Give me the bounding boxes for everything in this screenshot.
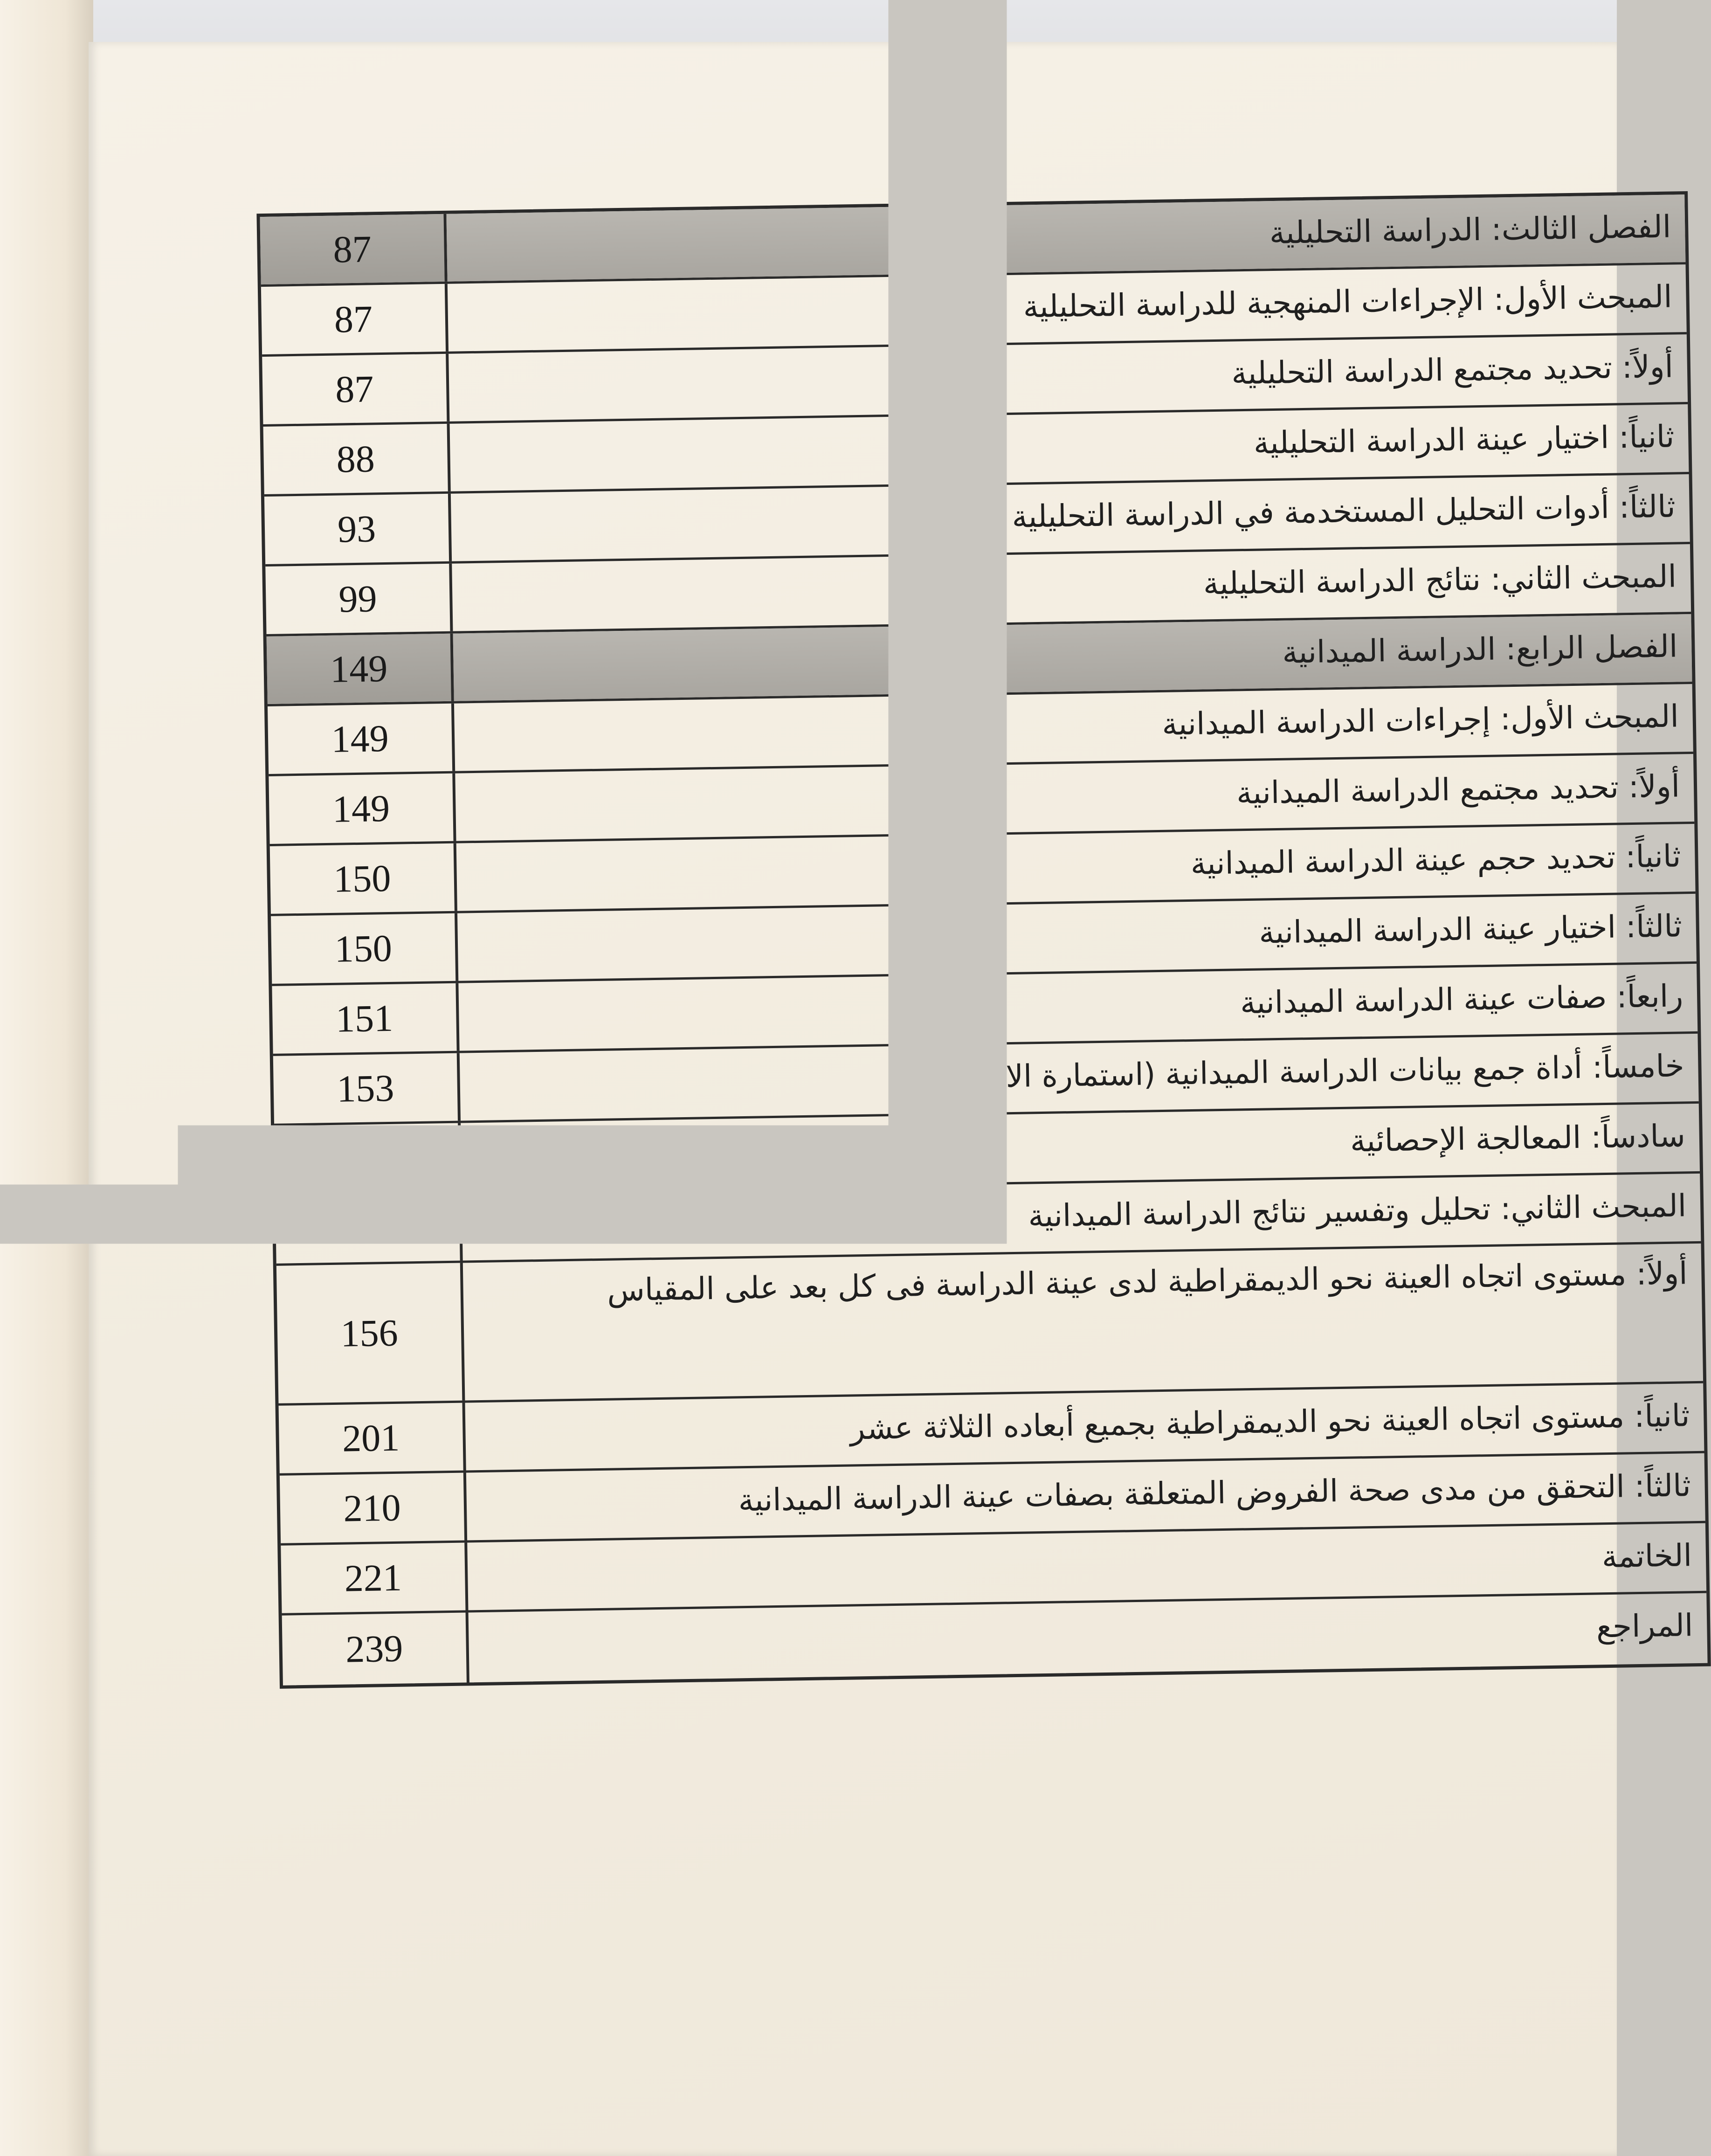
toc-page-number: 156 — [276, 1263, 465, 1403]
toc-page-number: 149 — [269, 774, 456, 844]
toc-page-number: 210 — [280, 1472, 467, 1543]
facing-page-edge — [0, 0, 93, 2156]
toc-entry-title: أولاً: تحديد مجتمع الدراسة الميدانية — [1236, 768, 1680, 811]
toc-entry-title: ثانياً: تحديد حجم عينة الدراسة الميدانية — [1190, 838, 1681, 882]
toc-page-number: 87 — [260, 214, 447, 284]
toc-entry-title: المبحث الأول: إجراءات الدراسة الميدانية — [1161, 698, 1679, 742]
toc-page-number: 87 — [262, 354, 449, 424]
toc-page-number: 153 — [273, 1053, 461, 1124]
toc-entry-title: الفصل الثالث: الدراسة التحليلية — [446, 194, 1685, 282]
toc-page-number: 150 — [270, 843, 457, 914]
toc-entry-title: المبحث الثاني: تحليل وتفسير نتائج الدراسة الميدانية — [1028, 1188, 1687, 1234]
toc-page-number: 155 — [274, 1123, 462, 1194]
toc-entry-title: خامساً: أداة جمع بيانات الدراسة الميدانية (استمارة الاستبيان) — [908, 1048, 1685, 1096]
table-of-contents — [256, 191, 1711, 1689]
toc-entry-title: ثانياً: مستوى اتجاه العينة نحو الديمقراطية بجميع أبعاده الثلاثة عشر — [849, 1397, 1690, 1447]
toc-page-number: 149 — [268, 704, 455, 774]
toc-page-number: 87 — [261, 284, 448, 354]
toc-entry-title: أولاً: مستوى اتجاه العينة نحو الديمقراطية لدى عينة الدراسة فى كل بعد على المقياس — [607, 1255, 1688, 1308]
toc-page-number: 201 — [279, 1403, 466, 1473]
toc-row — [276, 1244, 1703, 1406]
toc-entry-title: ثانياً: اختيار عينة الدراسة التحليلية — [1253, 418, 1675, 461]
toc-page-number: 149 — [267, 634, 454, 704]
toc-page-number: 99 — [265, 564, 453, 634]
toc-entry-title: المبحث الأول: الإجراءات المنهجية للدراسة التحليلية — [1022, 278, 1673, 325]
toc-page-number: 239 — [282, 1612, 469, 1685]
toc-page-number: 150 — [271, 913, 458, 984]
toc-page-number: 151 — [272, 983, 459, 1054]
toc-entry-title: رابعاً: صفات عينة الدراسة الميدانية — [1240, 978, 1683, 1021]
toc-entry-title: ثالثاً: اختيار عينة الدراسة الميدانية — [1258, 908, 1683, 951]
book-page — [89, 42, 1693, 2156]
toc-page-number: 88 — [263, 424, 451, 494]
toc-entry-title: ثالثاً: أدوات التحليل المستخدمة في الدراسة التحليلية — [1011, 488, 1676, 535]
toc-entry-title: الخاتمة — [1601, 1537, 1692, 1575]
toc-entry-title: أولاً: تحديد مجتمع الدراسة التحليلية — [1231, 348, 1674, 392]
toc-entry-title: المراجع — [1596, 1607, 1693, 1645]
toc-page-number: 156 — [275, 1193, 462, 1264]
toc-entry-title: ثالثاً: التحقق من مدى صحة الفروض المتعلقة بصفات عينة الدراسة الميدانية — [738, 1467, 1691, 1519]
toc-entry-title: الفصل الرابع: الدراسة الميدانية — [453, 614, 1692, 701]
toc-entry-title: سادساً: المعالجة الإحصائية — [1350, 1118, 1686, 1159]
toc-page-number: 221 — [281, 1542, 468, 1613]
toc-entry-title: المبحث الثاني: نتائج الدراسة التحليلية — [1203, 558, 1677, 602]
toc-page-number: 93 — [264, 494, 452, 564]
